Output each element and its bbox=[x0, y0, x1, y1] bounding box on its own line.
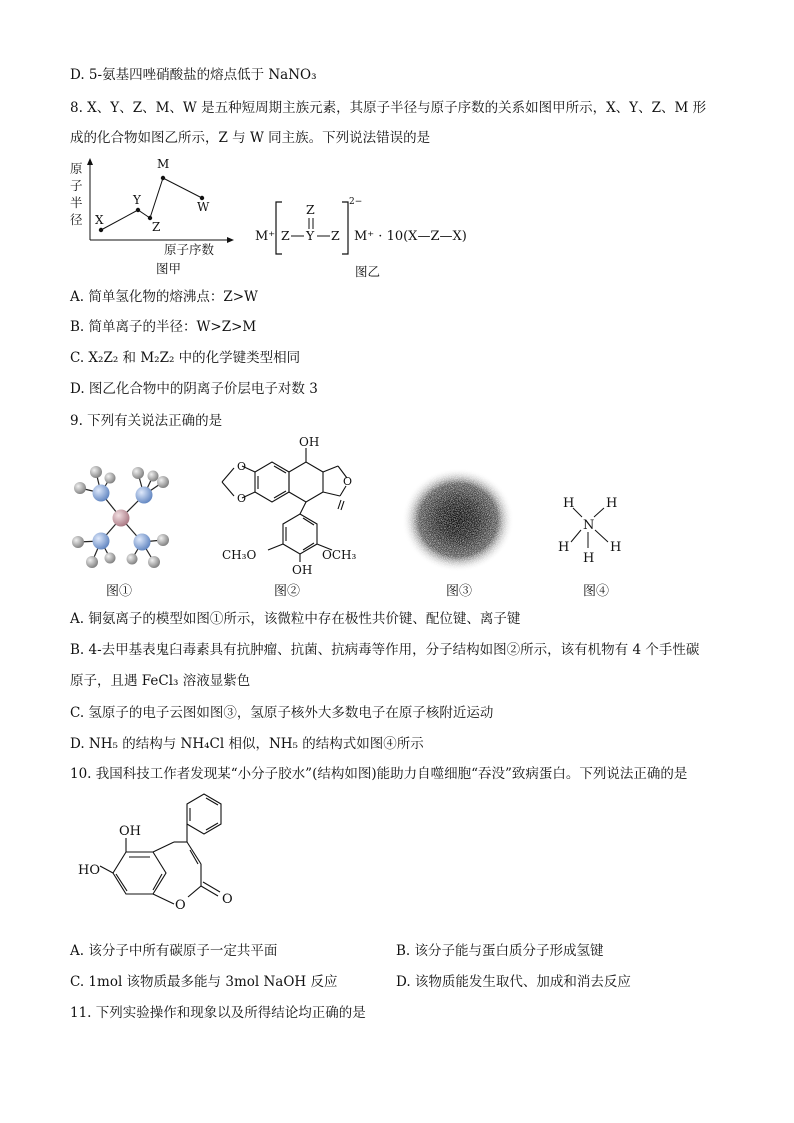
n-atom-ball bbox=[93, 485, 110, 502]
caption-fig3: 图③ bbox=[446, 584, 473, 599]
h-atom-ball bbox=[157, 534, 169, 546]
h-atom-ball bbox=[157, 476, 169, 488]
formula-right: M⁺ · 10(X—Z—X) bbox=[354, 229, 467, 244]
n-center: N bbox=[583, 518, 595, 533]
oh-label-top: OH bbox=[119, 824, 141, 839]
q10-option-b: B. 该分子能与蛋白质分子形成氢键 bbox=[396, 943, 604, 959]
ho-label-left: HO bbox=[78, 863, 100, 878]
n-atom-ball bbox=[134, 534, 151, 551]
n-atom-ball bbox=[136, 487, 153, 504]
q10-option-c: C. 1mol 该物质最多能与 3mol NaOH 反应 bbox=[70, 974, 338, 990]
q8-option-a: A. 简单氢化物的熔沸点：Z>W bbox=[70, 289, 258, 305]
figure-yi bbox=[250, 192, 480, 284]
x-axis-label: 原子序数 bbox=[164, 242, 215, 257]
dioxole-o-top: O bbox=[237, 460, 247, 473]
point-m bbox=[161, 176, 165, 180]
q10-option-a: A. 该分子中所有碳原子一定共平面 bbox=[70, 943, 278, 959]
h-atom-ball bbox=[148, 471, 159, 482]
dioxole-o-bottom: O bbox=[237, 492, 247, 505]
formula-m-left: M⁺ bbox=[255, 229, 276, 244]
y-axis-label: 原子半径 bbox=[70, 161, 83, 227]
point-x bbox=[99, 228, 103, 232]
figure-q10-coumarin-structure bbox=[74, 790, 244, 934]
q10-option-d: D. 该物质能发生取代、加成和消去反应 bbox=[396, 974, 631, 990]
point-y bbox=[136, 208, 140, 212]
q9-stem: 9. 下列有关说法正确的是 bbox=[70, 413, 223, 429]
q7-option-d: D. 5-氨基四唑硝酸盐的熔点低于 NaNO₃ bbox=[70, 67, 317, 83]
cu-atom-ball bbox=[113, 510, 130, 527]
fig-jia-caption: 图甲 bbox=[156, 261, 182, 276]
figure-3-electron-cloud bbox=[398, 466, 516, 574]
atom-z-top: Z bbox=[306, 202, 315, 217]
figure-4-nh5-structure bbox=[552, 492, 632, 564]
h-atom-ball bbox=[72, 536, 84, 548]
bracket-right bbox=[342, 202, 348, 254]
h-top-left: H bbox=[563, 496, 575, 511]
lactone-o: O bbox=[343, 475, 353, 488]
h-atom-ball bbox=[127, 554, 138, 565]
fig-yi-caption: 图乙 bbox=[355, 264, 381, 279]
atom-z-left: Z bbox=[281, 228, 290, 243]
label-m: M bbox=[157, 157, 170, 171]
figure-1-cu-ammonia-model bbox=[66, 458, 176, 576]
och3-left: CH₃O bbox=[222, 548, 257, 562]
q10-stem: 10. 我国科技工作者发现某“小分子胶水”(结构如图)能助力自噬细胞“吞没”致病蛋白。下列说法正确的是 bbox=[70, 766, 688, 782]
caption-fig2: 图② bbox=[274, 584, 301, 599]
h-left: H bbox=[558, 540, 570, 555]
oh-bottom: OH bbox=[292, 563, 313, 576]
h-atom-ball bbox=[148, 556, 160, 568]
q8-option-d: D. 图乙化合物中的阴离子价层电子对数 3 bbox=[70, 381, 318, 397]
q8-stem-line1: 8. X、Y、Z、M、W 是五种短周期主族元素，其原子半径与原子序数的关系如图甲所示，X、Y、Z、M 形 bbox=[70, 100, 707, 116]
q8-stem-line2: 成的化合物如图乙所示，Z 与 W 同主族。下列说法错误的是 bbox=[70, 130, 431, 146]
h-atom-ball bbox=[86, 556, 98, 568]
caption-fig1: 图① bbox=[106, 584, 133, 599]
h-atom-ball bbox=[74, 482, 86, 494]
carbonyl-oxygen: O bbox=[222, 892, 233, 907]
q9-option-b-line2: 原子，且遇 FeCl₃ 溶液显紫色 bbox=[70, 673, 251, 689]
q8-option-c: C. X₂Z₂ 和 M₂Z₂ 中的化学键类型相同 bbox=[70, 350, 301, 366]
h-right: H bbox=[610, 540, 622, 555]
figure-2-podophyllotoxin-structure bbox=[200, 434, 370, 576]
q9-option-d: D. NH₅ 的结构与 NH₄Cl 相似，NH₅ 的结构式如图④所示 bbox=[70, 736, 424, 752]
caption-fig4: 图④ bbox=[583, 584, 610, 599]
h-bottom: H bbox=[583, 551, 595, 564]
figure-jia bbox=[68, 152, 238, 282]
anion-charge: 2− bbox=[349, 197, 363, 207]
label-w: W bbox=[197, 200, 210, 214]
label-y: Y bbox=[133, 193, 141, 207]
ring-oxygen: O bbox=[175, 898, 186, 913]
och3-right: OCH₃ bbox=[322, 548, 357, 562]
q8-option-b: B. 简单离子的半径：W>Z>M bbox=[70, 319, 257, 335]
h-atom-ball bbox=[105, 473, 116, 484]
n-atom-ball bbox=[93, 533, 110, 550]
label-x: X bbox=[95, 213, 104, 227]
q9-option-a: A. 铜氨离子的模型如图①所示，该微粒中存在极性共价键、配位键、离子键 bbox=[70, 611, 521, 627]
h-atom-ball bbox=[90, 466, 102, 478]
h-top-right: H bbox=[606, 496, 618, 511]
q9-option-c: C. 氢原子的电子云图如图③，氢原子核外大多数电子在原子核附近运动 bbox=[70, 705, 494, 721]
atom-y: Y bbox=[306, 228, 315, 243]
label-z: Z bbox=[152, 220, 161, 234]
x-axis-arrow bbox=[227, 237, 234, 243]
q9-option-b-line1: B. 4-去甲基表鬼臼毒素具有抗肿瘤、抗菌、抗病毒等作用，分子结构如图②所示，该有机物有 4 个手性碳 bbox=[70, 642, 700, 658]
cloud-grain bbox=[400, 466, 516, 574]
oh-top: OH bbox=[299, 435, 320, 449]
h-atom-ball bbox=[105, 553, 116, 564]
h-atom-ball bbox=[132, 467, 144, 479]
q11-stem: 11. 下列实验操作和现象以及所得结论均正确的是 bbox=[70, 1005, 366, 1021]
atom-z-right: Z bbox=[331, 228, 340, 243]
y-axis-arrow bbox=[87, 158, 93, 165]
